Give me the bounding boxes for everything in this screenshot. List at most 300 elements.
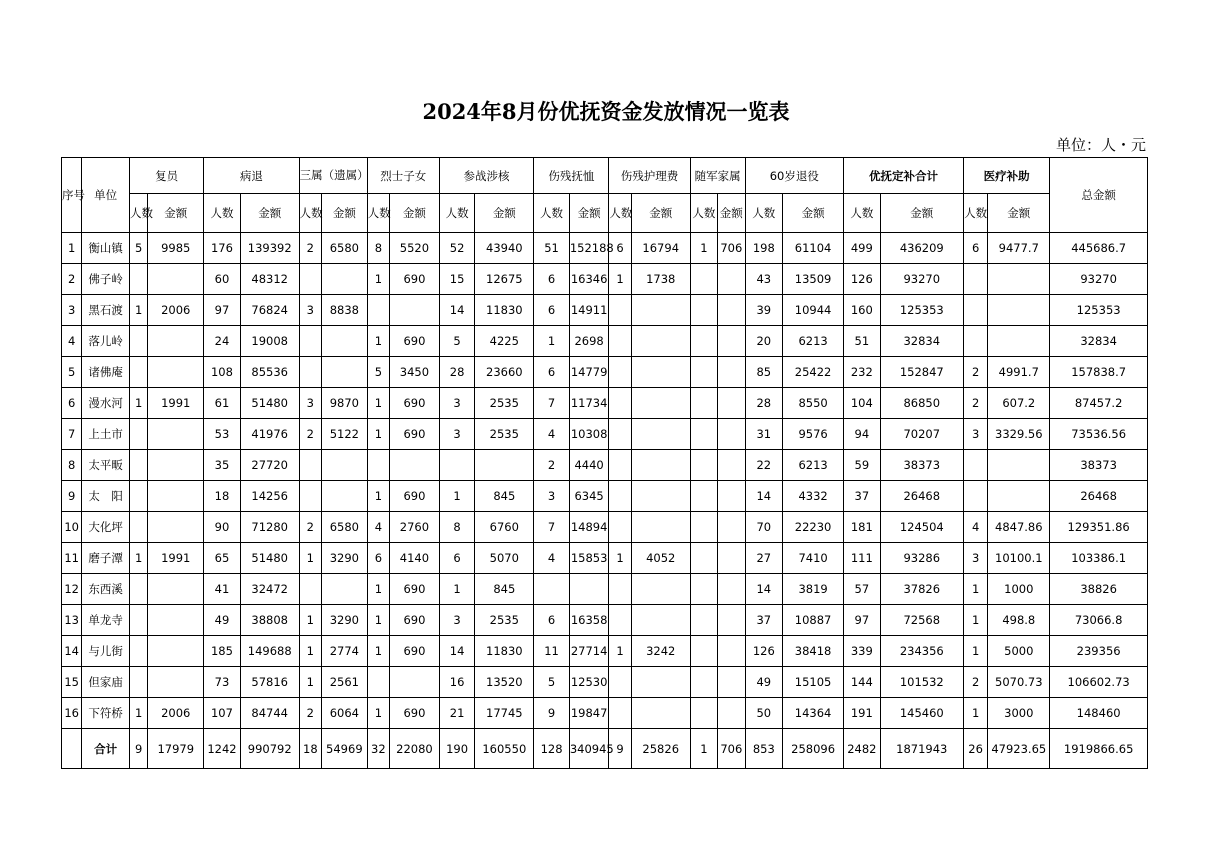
table-cell: 93270	[880, 264, 963, 295]
table-row	[62, 419, 1148, 450]
table-cell: 24	[204, 326, 241, 357]
table-cell	[322, 481, 368, 512]
table-cell: 12675	[475, 264, 534, 295]
table-cell: 31	[745, 419, 783, 450]
table-cell: 104	[844, 388, 881, 419]
page-title: 2024年8月份优抚资金发放情况一览表	[422, 99, 790, 124]
table-cell: 6213	[783, 450, 844, 481]
table-cell: 4847.86	[988, 512, 1050, 543]
table-cell: 6213	[783, 326, 844, 357]
table-cell: 1	[439, 481, 475, 512]
header-amount: 金额	[880, 194, 963, 233]
table-cell: 6580	[322, 512, 368, 543]
table-cell: 43	[745, 264, 783, 295]
table-cell: 38418	[783, 636, 844, 667]
table-cell: 1000	[988, 574, 1050, 605]
table-cell	[690, 574, 717, 605]
table-cell: 10308	[569, 419, 609, 450]
table-cell: 14911	[569, 295, 609, 326]
table-cell	[690, 667, 717, 698]
row-unit-name: 东西溪	[82, 574, 130, 605]
header-group-sanshu: 三属（遗属）	[299, 158, 367, 194]
table-cell: 2	[299, 419, 321, 450]
table-cell: 4	[367, 512, 389, 543]
table-cell: 12530	[569, 667, 609, 698]
row-unit-name: 佛子岭	[82, 264, 130, 295]
table-cell: 6	[534, 357, 570, 388]
table-cell: 125353	[1050, 295, 1148, 326]
table-cell: 16	[439, 667, 475, 698]
table-cell: 15105	[783, 667, 844, 698]
table-cell: 11830	[475, 295, 534, 326]
total-cell: 853	[745, 729, 783, 769]
table-cell	[130, 481, 148, 512]
header-group-60sui: 60岁退役	[745, 158, 844, 194]
table-cell: 152847	[880, 357, 963, 388]
table-cell: 51480	[240, 543, 299, 574]
row-unit-name: 单龙寺	[82, 605, 130, 636]
table-cell: 6	[534, 605, 570, 636]
total-cell: 26	[963, 729, 987, 769]
table-cell: 2	[299, 233, 321, 264]
table-cell: 4140	[390, 543, 440, 574]
header-amount: 金额	[783, 194, 844, 233]
table-cell: 6	[963, 233, 987, 264]
header-group-canzhan: 参战涉核	[439, 158, 533, 194]
table-cell: 8550	[783, 388, 844, 419]
row-seq: 1	[62, 233, 82, 264]
table-cell: 3	[534, 481, 570, 512]
header-people: 人数	[844, 194, 881, 233]
table-cell	[718, 512, 745, 543]
row-seq: 9	[62, 481, 82, 512]
table-cell	[569, 574, 609, 605]
table-cell	[130, 605, 148, 636]
table-cell: 149688	[240, 636, 299, 667]
table-cell: 690	[390, 419, 440, 450]
row-seq: 2	[62, 264, 82, 295]
table-cell: 1	[963, 636, 987, 667]
table-cell	[299, 264, 321, 295]
table-cell	[690, 388, 717, 419]
row-seq: 6	[62, 388, 82, 419]
table-cell: 37826	[880, 574, 963, 605]
row-unit-name: 磨子潭	[82, 543, 130, 574]
table-cell	[130, 667, 148, 698]
table-cell: 7	[534, 388, 570, 419]
table-cell: 3	[299, 388, 321, 419]
table-cell: 2006	[148, 698, 204, 729]
table-cell	[148, 264, 204, 295]
table-cell: 4	[963, 512, 987, 543]
table-cell: 16794	[631, 233, 690, 264]
table-cell	[609, 388, 631, 419]
table-cell: 1738	[631, 264, 690, 295]
table-cell: 28	[745, 388, 783, 419]
table-cell	[718, 264, 745, 295]
header-people: 人数	[609, 194, 631, 233]
header-people: 人数	[299, 194, 321, 233]
table-cell: 3242	[631, 636, 690, 667]
table-cell: 4440	[569, 450, 609, 481]
table-row	[62, 357, 1148, 388]
table-cell: 13520	[475, 667, 534, 698]
table-row	[62, 667, 1148, 698]
header-people: 人数	[690, 194, 717, 233]
table-cell: 3290	[322, 543, 368, 574]
table-cell: 1991	[148, 388, 204, 419]
table-cell: 1	[130, 543, 148, 574]
table-cell: 148460	[1050, 698, 1148, 729]
header-people: 人数	[130, 194, 148, 233]
table-cell	[963, 295, 987, 326]
table-cell	[475, 450, 534, 481]
table-cell: 5	[439, 326, 475, 357]
table-cell: 38808	[240, 605, 299, 636]
table-cell	[631, 512, 690, 543]
table-cell: 32834	[880, 326, 963, 357]
header-amount: 金额	[569, 194, 609, 233]
table-cell: 8	[367, 233, 389, 264]
table-cell: 232	[844, 357, 881, 388]
table-cell: 57	[844, 574, 881, 605]
table-cell: 5122	[322, 419, 368, 450]
table-cell: 125353	[880, 295, 963, 326]
table-cell: 20	[745, 326, 783, 357]
table-cell: 2	[299, 698, 321, 729]
table-cell: 11	[534, 636, 570, 667]
table-cell	[631, 481, 690, 512]
table-cell: 14	[745, 481, 783, 512]
table-cell	[148, 326, 204, 357]
row-unit-name: 衡山镇	[82, 233, 130, 264]
table-cell: 157838.7	[1050, 357, 1148, 388]
table-cell: 22230	[783, 512, 844, 543]
table-cell	[299, 357, 321, 388]
table-cell: 17745	[475, 698, 534, 729]
row-unit-name: 诸佛庵	[82, 357, 130, 388]
total-cell: 2482	[844, 729, 881, 769]
table-cell	[130, 357, 148, 388]
table-cell: 6	[609, 233, 631, 264]
table-cell	[609, 450, 631, 481]
table-cell: 51480	[240, 388, 299, 419]
table-cell	[130, 512, 148, 543]
table-cell: 1	[299, 543, 321, 574]
row-seq: 14	[62, 636, 82, 667]
table-cell: 160	[844, 295, 881, 326]
table-cell: 72568	[880, 605, 963, 636]
table-row	[62, 605, 1148, 636]
table-cell: 2006	[148, 295, 204, 326]
table-cell	[390, 450, 440, 481]
table-cell	[718, 574, 745, 605]
table-cell	[690, 605, 717, 636]
table-cell	[690, 543, 717, 574]
table-cell	[322, 450, 368, 481]
table-cell: 38373	[1050, 450, 1148, 481]
table-cell: 53	[204, 419, 241, 450]
table-cell	[609, 574, 631, 605]
table-cell: 2	[299, 512, 321, 543]
table-cell: 1	[963, 574, 987, 605]
table-cell: 26468	[1050, 481, 1148, 512]
row-seq: 4	[62, 326, 82, 357]
table-cell: 50	[745, 698, 783, 729]
row-seq: 16	[62, 698, 82, 729]
table-cell: 51	[844, 326, 881, 357]
table-cell	[631, 326, 690, 357]
table-cell	[718, 357, 745, 388]
table-cell: 48312	[240, 264, 299, 295]
table-cell: 13509	[783, 264, 844, 295]
table-cell	[718, 605, 745, 636]
table-cell: 9985	[148, 233, 204, 264]
total-cell: 1919866.65	[1050, 729, 1148, 769]
table-cell: 690	[390, 481, 440, 512]
header-amount: 金额	[475, 194, 534, 233]
table-cell	[322, 264, 368, 295]
table-cell	[367, 295, 389, 326]
table-cell: 690	[390, 605, 440, 636]
table-cell: 5070.73	[988, 667, 1050, 698]
table-cell	[299, 326, 321, 357]
row-seq: 12	[62, 574, 82, 605]
table-cell: 5070	[475, 543, 534, 574]
table-cell: 1	[367, 636, 389, 667]
table-cell: 25422	[783, 357, 844, 388]
table-body	[62, 233, 1148, 729]
table-cell: 11734	[569, 388, 609, 419]
table-cell: 1	[130, 388, 148, 419]
table-cell: 14364	[783, 698, 844, 729]
table-cell	[609, 326, 631, 357]
table-cell: 129351.86	[1050, 512, 1148, 543]
total-cell: 47923.65	[988, 729, 1050, 769]
header-row-sub	[62, 194, 1148, 233]
table-cell: 436209	[880, 233, 963, 264]
total-cell: 32	[367, 729, 389, 769]
total-cell	[62, 729, 82, 769]
table-cell: 14	[439, 295, 475, 326]
table-cell	[148, 481, 204, 512]
table-row	[62, 636, 1148, 667]
total-cell: 9	[609, 729, 631, 769]
table-cell: 60	[204, 264, 241, 295]
table-cell: 9870	[322, 388, 368, 419]
table-cell	[631, 357, 690, 388]
header-people: 人数	[439, 194, 475, 233]
header-people: 人数	[204, 194, 241, 233]
table-cell: 1	[609, 636, 631, 667]
table-cell: 445686.7	[1050, 233, 1148, 264]
table-cell	[690, 450, 717, 481]
table-cell: 8838	[322, 295, 368, 326]
table-cell: 690	[390, 388, 440, 419]
table-cell: 15	[439, 264, 475, 295]
table-cell: 198	[745, 233, 783, 264]
table-cell: 101532	[880, 667, 963, 698]
header-group-lieshi: 烈士子女	[367, 158, 439, 194]
table-cell: 5520	[390, 233, 440, 264]
table-cell: 11830	[475, 636, 534, 667]
table-cell: 4052	[631, 543, 690, 574]
total-cell: 9	[130, 729, 148, 769]
table-cell	[988, 264, 1050, 295]
table-cell: 61104	[783, 233, 844, 264]
table-cell: 144	[844, 667, 881, 698]
table-cell	[631, 419, 690, 450]
table-cell	[609, 419, 631, 450]
table-cell: 3	[299, 295, 321, 326]
header-amount: 金额	[390, 194, 440, 233]
table-cell: 51	[534, 233, 570, 264]
table-cell: 845	[475, 574, 534, 605]
table-cell: 85	[745, 357, 783, 388]
table-cell	[690, 419, 717, 450]
table-cell: 93270	[1050, 264, 1148, 295]
table-cell	[322, 574, 368, 605]
row-seq: 15	[62, 667, 82, 698]
table-cell: 690	[390, 574, 440, 605]
table-cell: 26468	[880, 481, 963, 512]
header-total-amount: 总金额	[1050, 158, 1148, 233]
table-cell: 93286	[880, 543, 963, 574]
table-cell: 3	[439, 388, 475, 419]
table-cell	[148, 667, 204, 698]
table-cell: 1	[963, 698, 987, 729]
table-cell	[718, 295, 745, 326]
total-cell: 54969	[322, 729, 368, 769]
table-cell: 1	[534, 326, 570, 357]
header-people: 人数	[963, 194, 987, 233]
table-cell: 499	[844, 233, 881, 264]
total-label: 合计	[82, 729, 130, 769]
table-row	[62, 295, 1148, 326]
table-cell: 124504	[880, 512, 963, 543]
row-seq: 8	[62, 450, 82, 481]
table-cell	[718, 636, 745, 667]
table-cell: 1	[367, 481, 389, 512]
table-cell: 4991.7	[988, 357, 1050, 388]
table-cell: 23660	[475, 357, 534, 388]
table-cell	[299, 481, 321, 512]
table-cell	[534, 574, 570, 605]
table-cell: 1	[609, 543, 631, 574]
table-cell: 97	[204, 295, 241, 326]
table-cell: 73536.56	[1050, 419, 1148, 450]
table-cell: 106602.73	[1050, 667, 1148, 698]
table-cell: 28	[439, 357, 475, 388]
header-people: 人数	[745, 194, 783, 233]
table-cell: 126	[745, 636, 783, 667]
row-unit-name: 与儿街	[82, 636, 130, 667]
header-group-fuyuan: 复员	[130, 158, 204, 194]
table-cell: 181	[844, 512, 881, 543]
table-cell: 4	[534, 543, 570, 574]
table-cell: 4225	[475, 326, 534, 357]
header-people: 人数	[534, 194, 570, 233]
allowance-table	[61, 157, 1148, 769]
table-cell: 14779	[569, 357, 609, 388]
table-cell: 32834	[1050, 326, 1148, 357]
table-cell: 41	[204, 574, 241, 605]
table-cell: 2698	[569, 326, 609, 357]
table-cell	[631, 388, 690, 419]
table-cell: 15853	[569, 543, 609, 574]
table-cell: 3000	[988, 698, 1050, 729]
table-cell: 7	[534, 512, 570, 543]
table-cell	[631, 574, 690, 605]
table-cell: 6	[534, 264, 570, 295]
table-cell	[690, 698, 717, 729]
table-row	[62, 698, 1148, 729]
table-cell: 234356	[880, 636, 963, 667]
row-seq: 5	[62, 357, 82, 388]
table-cell: 49	[204, 605, 241, 636]
table-cell	[690, 295, 717, 326]
table-cell: 5	[367, 357, 389, 388]
table-cell	[148, 636, 204, 667]
table-cell	[718, 481, 745, 512]
table-cell: 1	[367, 419, 389, 450]
row-seq: 3	[62, 295, 82, 326]
table-cell	[130, 450, 148, 481]
table-cell: 76824	[240, 295, 299, 326]
row-seq: 13	[62, 605, 82, 636]
header-amount: 金额	[718, 194, 745, 233]
table-cell: 1	[299, 605, 321, 636]
header-group-dingbu-total: 优抚定补合计	[844, 158, 964, 194]
table-cell	[130, 264, 148, 295]
table-cell: 18	[204, 481, 241, 512]
table-cell	[718, 450, 745, 481]
table-cell: 6	[534, 295, 570, 326]
table-cell: 845	[475, 481, 534, 512]
header-amount: 金额	[988, 194, 1050, 233]
table-row	[62, 512, 1148, 543]
table-cell	[631, 295, 690, 326]
table-cell: 16358	[569, 605, 609, 636]
total-cell: 340945	[569, 729, 609, 769]
table-cell: 87457.2	[1050, 388, 1148, 419]
table-cell: 73066.8	[1050, 605, 1148, 636]
row-unit-name: 太平畈	[82, 450, 130, 481]
row-unit-name: 黑石渡	[82, 295, 130, 326]
table-row	[62, 326, 1148, 357]
table-row	[62, 388, 1148, 419]
table-cell	[988, 450, 1050, 481]
table-cell: 14	[439, 636, 475, 667]
table-cell	[718, 667, 745, 698]
total-cell: 190	[439, 729, 475, 769]
table-cell: 1	[367, 326, 389, 357]
table-cell	[631, 698, 690, 729]
table-cell	[988, 295, 1050, 326]
total-cell: 706	[718, 729, 745, 769]
row-unit-name: 大化坪	[82, 512, 130, 543]
table-cell: 3450	[390, 357, 440, 388]
table-cell	[322, 326, 368, 357]
row-unit-name: 上土市	[82, 419, 130, 450]
table-cell: 41976	[240, 419, 299, 450]
table-cell: 5	[130, 233, 148, 264]
table-cell	[148, 512, 204, 543]
table-cell: 14256	[240, 481, 299, 512]
table-cell: 185	[204, 636, 241, 667]
header-group-bingtui: 病退	[204, 158, 299, 194]
table-cell	[148, 605, 204, 636]
